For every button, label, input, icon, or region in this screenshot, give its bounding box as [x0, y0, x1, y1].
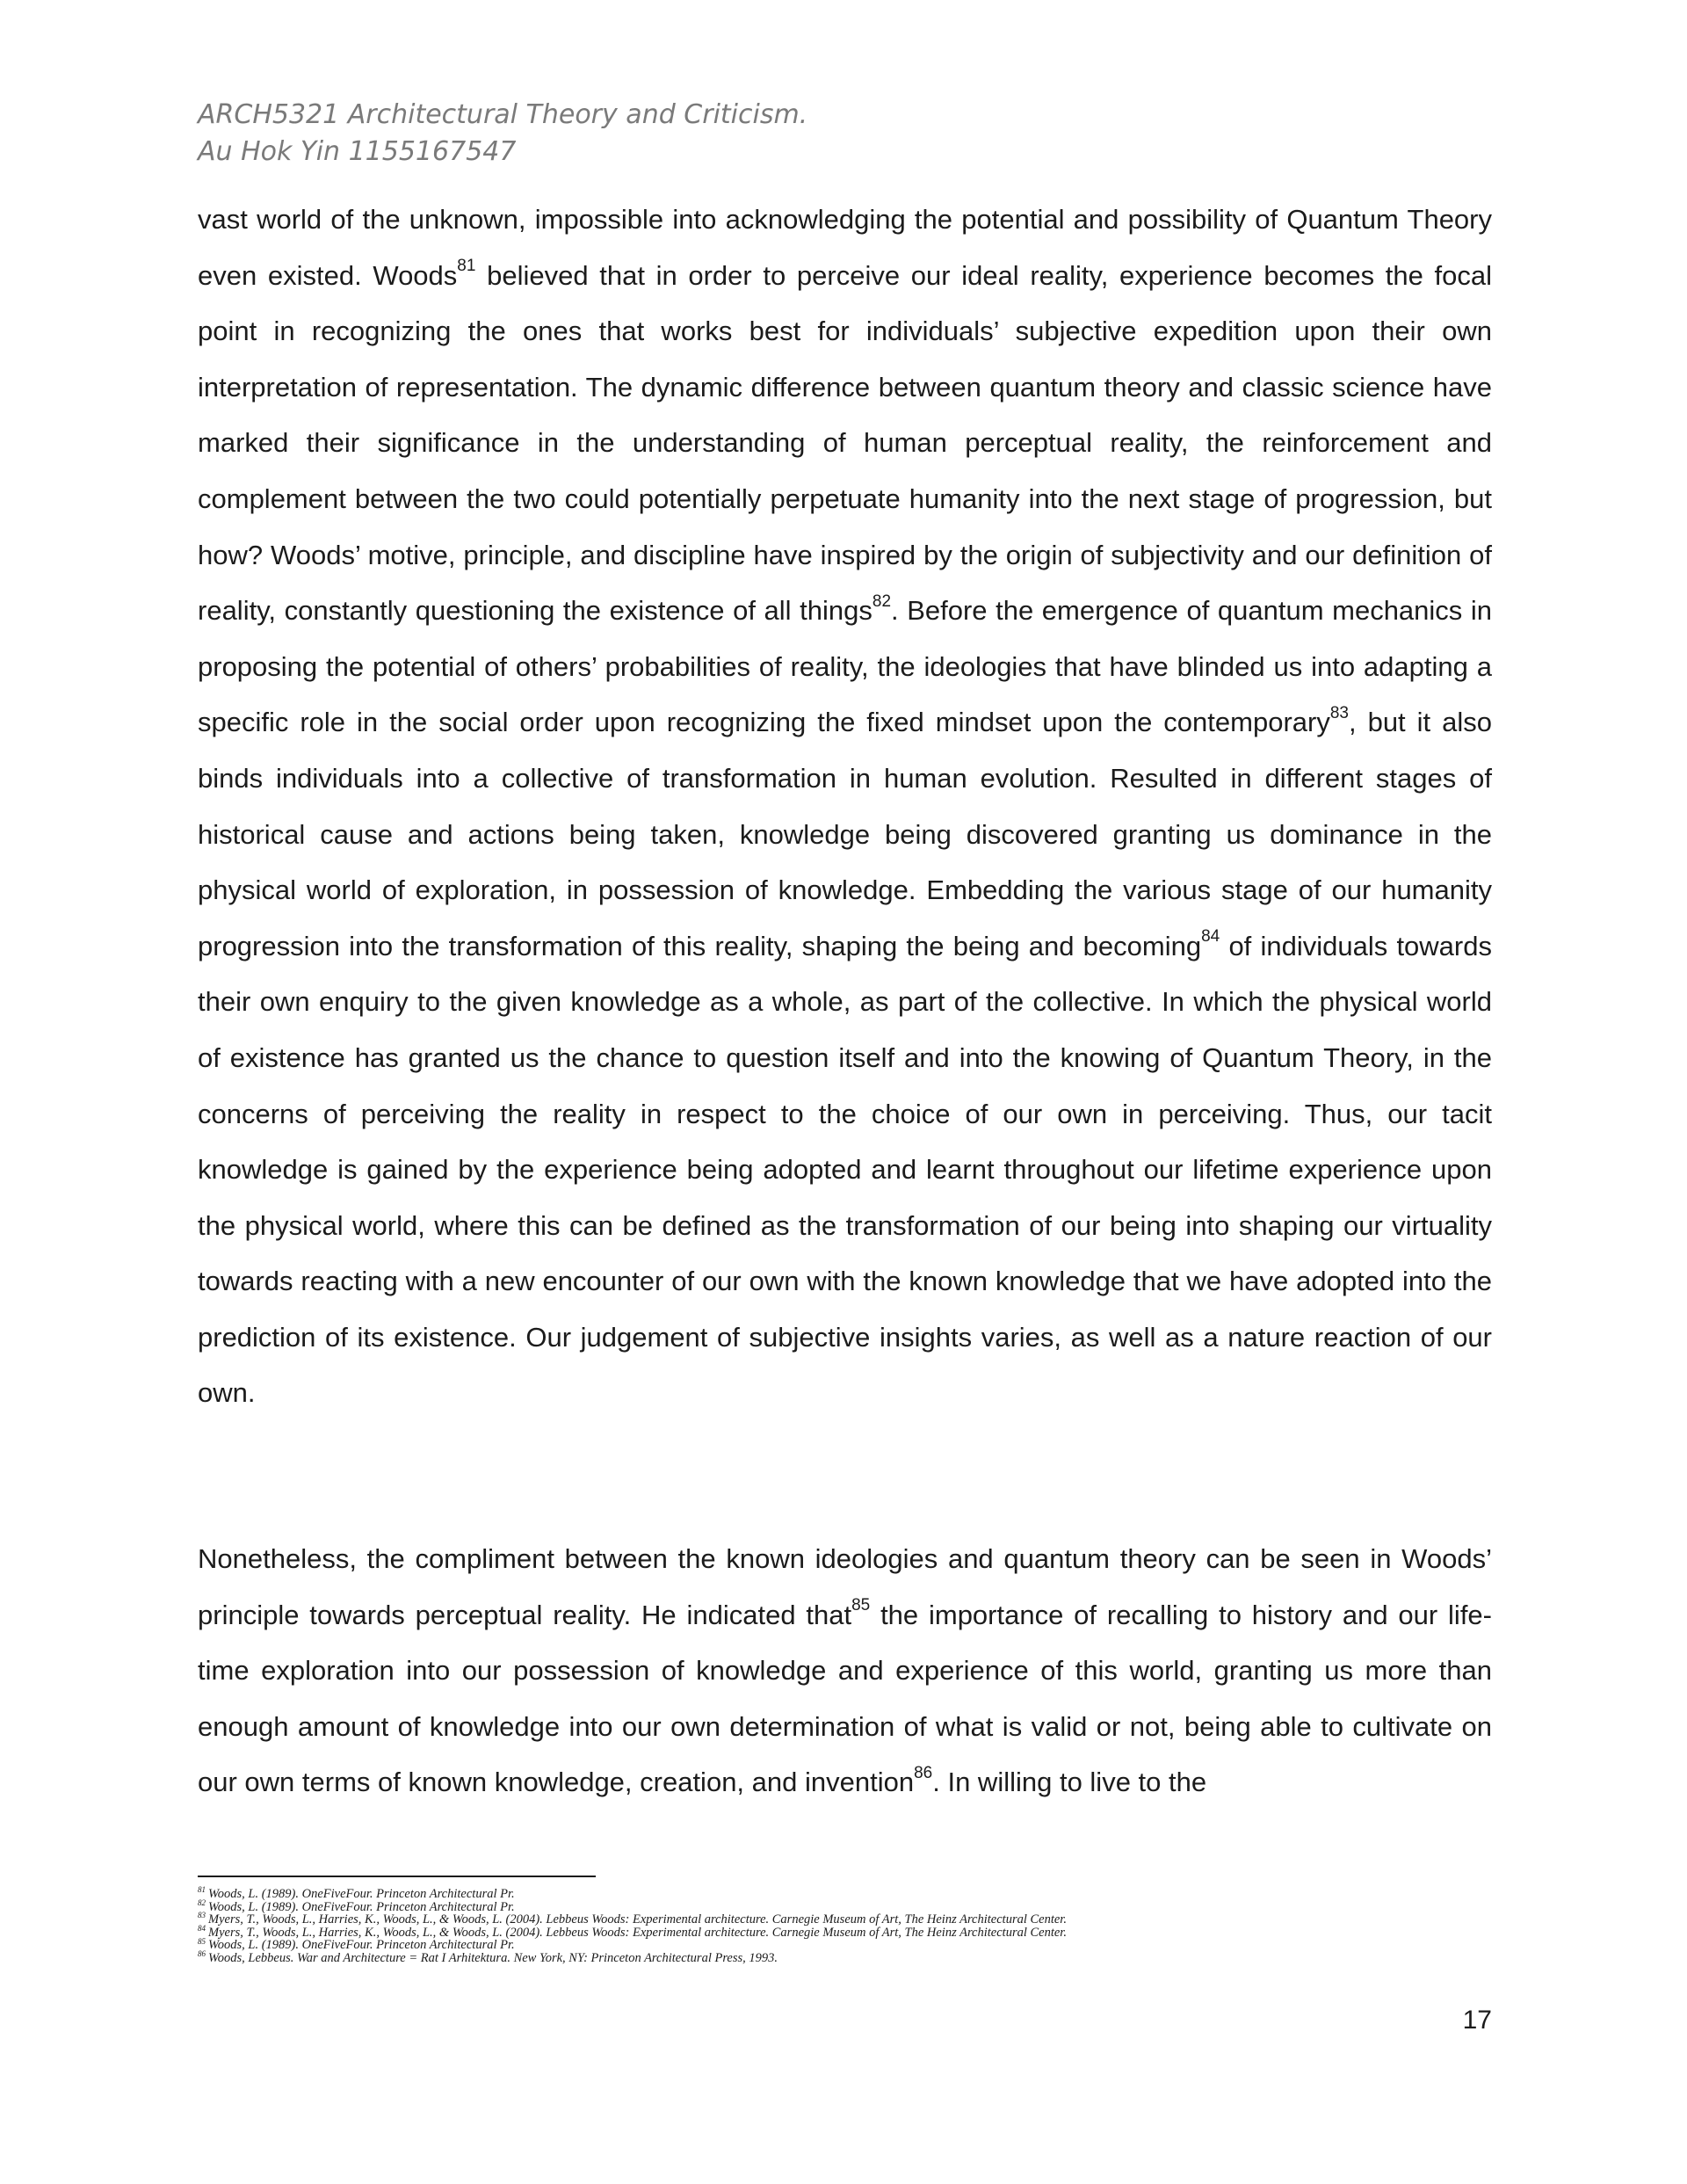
paragraph-text: , but it also binds individuals into a collective of transformation in human evolution. Resulted in different stages of historical cause and actions being taken, knowledge being discovered granting us dominance in the physical world of exploration, in possession of knowledge. Embedding the various stage of our humanity progression into the transformation of this reality, shaping the being and becoming [198, 707, 1492, 961]
paragraph-text: Nonetheless, the compliment between the known ideologies and quantum theory can be seen in Woods’ principle towards perceptual reality. He indicated that [198, 1543, 1492, 1630]
footnote-item [198, 1949, 1498, 1965]
footnote-text: Woods, L. (1989). OneFiveFour. Princeton Architectural Pr. [208, 1887, 515, 1901]
paragraph-text: . In willing to live to the [932, 1767, 1207, 1798]
footnote-item [198, 1897, 1498, 1914]
footnote-reference: 86 [914, 1764, 933, 1783]
footnote-text: Myers, T., Woods, L., Harries, K., Woods, L., & Woods, L. (2004). Lebbeus Woods: Experimental architecture. Carnegie Museum of Art, The Heinz Architectural Center. [208, 1912, 1067, 1927]
footnote-reference: 82 [872, 591, 892, 611]
footnote-number: 83 [198, 1911, 206, 1920]
footnote-text: Myers, T., Woods, L., Harries, K., Woods, L., & Woods, L. (2004). Lebbeus Woods: Experimental architecture. Carnegie Museum of Art, The Heinz Architectural Center. [208, 1925, 1067, 1940]
footnote-number: 86 [198, 1949, 206, 1959]
body-paragraph-1 [198, 192, 1492, 1421]
header-course-line: ARCH5321 Architectural Theory and Criticism. [198, 99, 808, 130]
footnote-number: 82 [198, 1897, 206, 1907]
footnote-reference: 84 [1201, 927, 1220, 947]
footnote-text: Woods, L. (1989). OneFiveFour. Princeton Architectural Pr. [208, 1938, 515, 1953]
footnote-reference: 85 [851, 1596, 871, 1615]
footnote-reference: 81 [457, 257, 476, 276]
footnote-item [198, 1936, 1498, 1953]
footnote-text: Woods, L. (1989). OneFiveFour. Princeton Architectural Pr. [208, 1899, 515, 1914]
paragraph-text: vast world of the unknown, impossible into acknowledging the potential and possibility of Quantum Theory even existed. Woods [198, 204, 1492, 291]
footnote-number: 84 [198, 1923, 206, 1933]
paragraph-text: . Before the emergence of quantum mechanics in proposing the potential of others’ probabilities of reality, the ideologies that have blinded us into adapting a specific role in the social order upon recognizing the fixed mindset upon the contemporary [198, 595, 1493, 738]
page-number: 17 [1462, 2006, 1492, 2035]
footnote-number: 81 [198, 1885, 206, 1895]
paragraph-text: of individuals towards their own enquiry to the given knowledge as a whole, as part of the collective. In which the physical world of existence has granted us the chance to question itself and into the knowing of Quantum Theory, in the concerns of perceiving the reality in respect to the choice of our own in perceiving. Thus, our tacit knowledge is gained by the experience being adopted and learnt throughout our lifetime experience upon the physical world, where this can be defined as the transformation of our being into shaping our virtuality towards reacting with a new encounter of our own with the known knowledge that we have adopted into the prediction of its existence. Our judgement of subjective insights varies, as well as a nature reaction of our own. [198, 930, 1492, 1409]
footnote-text: Woods, Lebbeus. War and Architecture = Rat I Arhitektura. New York, NY: Princeton Architectural Press, 1993. [208, 1950, 778, 1965]
paragraph-text: believed that in order to perceive our ideal reality, experience becomes the focal point in recognizing the ones that works best for individuals’ subjective expedition upon their own interpretation of representation. The dynamic difference between quantum theory and classic science have marked their significance in the understanding of human perceptual reality, the reinforcement and complement between the two could potentially perpetuate humanity into the next stage of progression, but how? Woods’ motive, principle, and discipline have inspired by the origin of subjectivity and our definition of reality, constantly questioning the existence of all things [198, 259, 1492, 627]
footnotes [198, 1885, 1498, 1965]
footnote-number: 85 [198, 1936, 206, 1946]
footnote-separator [198, 1876, 596, 1877]
body-paragraph-2 [198, 1531, 1492, 1810]
footnote-item [198, 1885, 1498, 1901]
header-author-line: Au Hok Yin 1155167547 [198, 136, 517, 167]
footnote-reference: 83 [1329, 704, 1349, 723]
paragraph-text: the importance of recalling to history and our life-time exploration into our possession of knowledge and experience of this world, granting us more than enough amount of knowledge into our own determination of what is valid or not, being able to cultivate on our own terms of known knowledge, creation, and invention [198, 1599, 1492, 1798]
footnote-item [198, 1913, 1498, 1926]
page-header [198, 97, 1164, 171]
